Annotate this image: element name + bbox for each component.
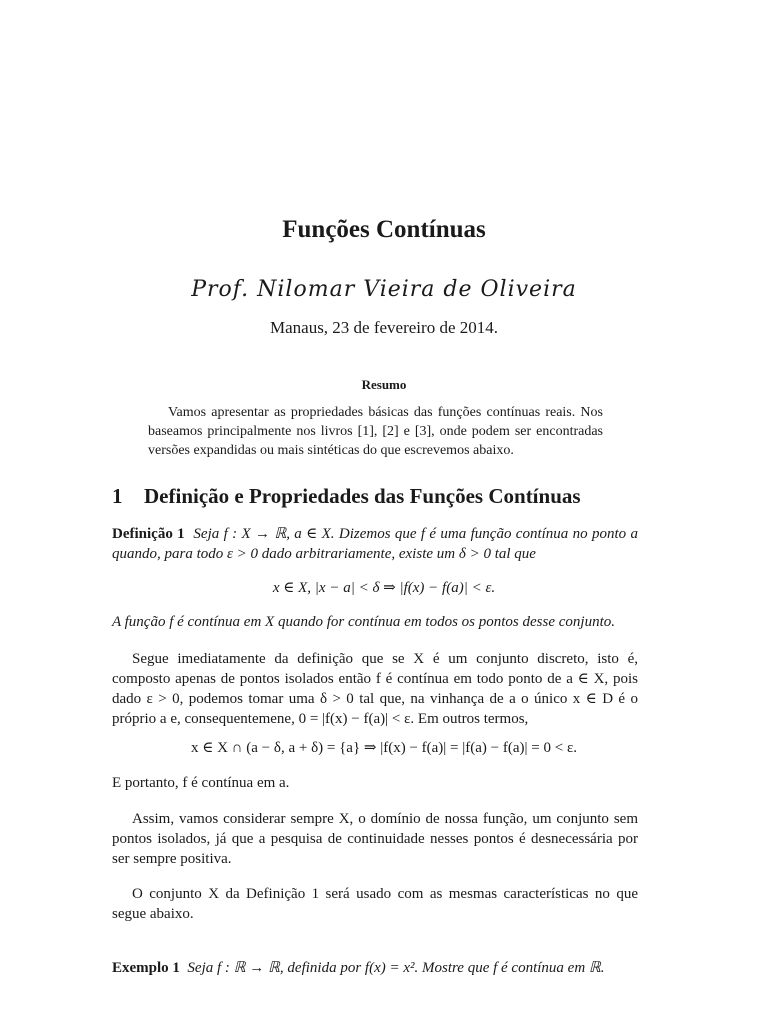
section-heading	[112, 484, 581, 509]
paragraph-assim: Assim, vamos considerar sempre X, o domínio de nossa função, um conjunto sem pontos isolados, já que a pesquisa de continuidade nesses pontos é desnecessária por ser sempre positiva.	[112, 811, 638, 867]
date-line: Manaus, 23 de fevereiro de 2014.	[269, 318, 498, 337]
section-number: 1	[112, 484, 123, 508]
abstract-body: Vamos apresentar as propriedades básicas das funções contínuas reais. Nos baseamos principalmente nos livros [1], [2] e [3], onde podem ser encontradas versões expandidas ou mais sintéticas do que escrevemos abaixo.	[148, 405, 603, 458]
author-name: Prof. Nilomar Vieira de Oliveira	[191, 277, 577, 302]
abstract-text	[148, 403, 603, 460]
definition-formula: x ∈ X, |x − a| < δ ⇒ |f(x) − f(a)| < ε.	[272, 580, 496, 596]
display-formula-2: x ∈ X ∩ (a − δ, a + δ) = {a} ⇒ |f(x) − f(a)| = |f(a) − f(a)| = 0 < ε.	[191, 740, 577, 756]
section-title: Definição e Propriedades das Funções Contínuas	[144, 484, 581, 508]
definition-label: Definição 1	[112, 526, 185, 542]
paper-title: Funções Contínuas	[282, 216, 486, 243]
paragraph-conjunto: O conjunto X da Definição 1 será usado com as mesmas características no que segue abaixo.	[112, 886, 638, 922]
paragraph-discrete: Segue imediatamente da definição que se X é um conjunto discreto, isto é, composto apenas de pontos isolados então f é contínua em todo ponto de a ∈ X, pois dado ε > 0, podemos tomar uma δ > 0 tal que, na vinhança de a o único x ∈ D é o próprio a e, consequentemene, 0 = |f(x) − f(a)| < ε. Em outros termos,	[112, 651, 638, 727]
example-label: Exemplo 1	[112, 960, 180, 976]
abstract-heading: Resumo	[361, 377, 407, 392]
definition-1	[112, 524, 638, 564]
example-1	[112, 958, 638, 978]
definition-text: Seja f : X → ℝ, a ∈ X. Dizemos que f é uma função contínua no ponto a quando, para todo ε > 0 dado arbitrariamente, existe um δ > 0 tal que	[112, 526, 639, 562]
definition-closing: A função f é contínua em X quando for contínua em todos os pontos desse conjunto.	[112, 614, 616, 630]
paragraph-portanto: E portanto, f é contínua em a.	[112, 775, 290, 791]
example-text: Seja f : ℝ → ℝ, definida por f(x) = x². Mostre que f é contínua em ℝ.	[187, 960, 605, 976]
